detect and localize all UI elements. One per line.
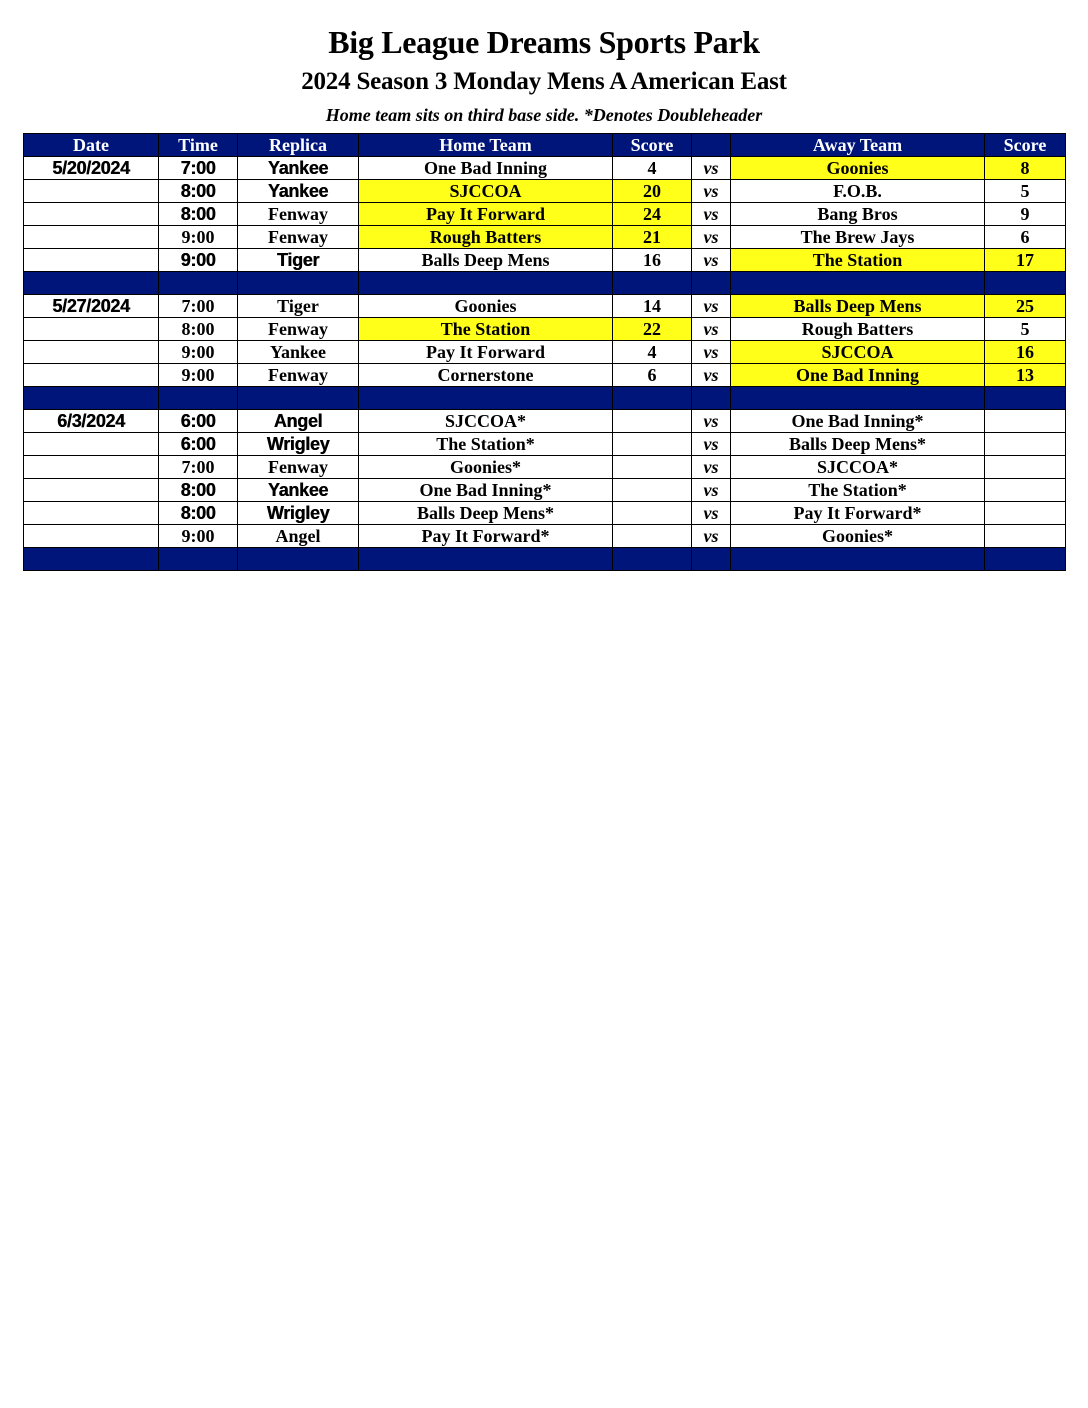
vs-cell: vs xyxy=(692,433,731,456)
home-team-cell: Rough Batters xyxy=(359,226,613,249)
away-score-cell: 13 xyxy=(985,364,1066,387)
vs-cell: vs xyxy=(692,502,731,525)
time-cell: 9:00 xyxy=(159,341,238,364)
table-row xyxy=(24,525,1066,548)
home-score-cell: 24 xyxy=(613,203,692,226)
time-cell: 9:00 xyxy=(159,249,238,272)
separator-cell xyxy=(238,548,359,571)
vs-cell: vs xyxy=(692,410,731,433)
replica-cell: Angel xyxy=(238,525,359,548)
replica-cell: Yankee xyxy=(238,341,359,364)
vs-cell: vs xyxy=(692,180,731,203)
separator-cell xyxy=(159,272,238,295)
away-score-cell xyxy=(985,433,1066,456)
date-cell xyxy=(24,433,159,456)
col-header-home-team: Home Team xyxy=(359,134,613,157)
replica-cell: Fenway xyxy=(238,364,359,387)
separator-cell xyxy=(985,548,1066,571)
away-score-cell xyxy=(985,502,1066,525)
away-score-cell: 6 xyxy=(985,226,1066,249)
replica-cell: Tiger xyxy=(238,295,359,318)
time-cell: 8:00 xyxy=(159,180,238,203)
time-cell: 6:00 xyxy=(159,410,238,433)
time-cell: 9:00 xyxy=(159,525,238,548)
replica-cell: Yankee xyxy=(238,180,359,203)
time-cell: 8:00 xyxy=(159,203,238,226)
away-score-cell xyxy=(985,456,1066,479)
separator-cell xyxy=(692,387,731,410)
away-team-cell: Pay It Forward* xyxy=(731,502,985,525)
date-cell xyxy=(24,180,159,203)
table-row xyxy=(24,226,1066,249)
vs-cell: vs xyxy=(692,203,731,226)
vs-cell: vs xyxy=(692,157,731,180)
schedule-body xyxy=(24,157,1066,571)
home-score-cell: 6 xyxy=(613,364,692,387)
table-row xyxy=(24,249,1066,272)
separator-cell xyxy=(731,548,985,571)
time-cell: 9:00 xyxy=(159,364,238,387)
away-team-cell: Rough Batters xyxy=(731,318,985,341)
date-cell xyxy=(24,341,159,364)
separator-cell xyxy=(24,387,159,410)
separator-cell xyxy=(613,548,692,571)
time-cell: 7:00 xyxy=(159,456,238,479)
home-team-cell: Goonies* xyxy=(359,456,613,479)
table-row xyxy=(24,410,1066,433)
home-team-cell: Pay It Forward xyxy=(359,341,613,364)
home-team-cell: One Bad Inning* xyxy=(359,479,613,502)
away-team-cell: F.O.B. xyxy=(731,180,985,203)
replica-cell: Wrigley xyxy=(238,433,359,456)
table-row xyxy=(24,318,1066,341)
home-score-cell: 14 xyxy=(613,295,692,318)
away-score-cell: 5 xyxy=(985,180,1066,203)
separator-cell xyxy=(985,387,1066,410)
page-title: Big League Dreams Sports Park xyxy=(328,24,760,60)
away-team-cell: Bang Bros xyxy=(731,203,985,226)
away-score-cell: 8 xyxy=(985,157,1066,180)
date-cell xyxy=(24,525,159,548)
replica-cell: Tiger xyxy=(238,249,359,272)
date-cell xyxy=(24,226,159,249)
table-row xyxy=(24,157,1066,180)
home-team-cell: SJCCOA* xyxy=(359,410,613,433)
home-team-cell: Pay It Forward xyxy=(359,203,613,226)
away-score-cell: 5 xyxy=(985,318,1066,341)
home-score-cell: 20 xyxy=(613,180,692,203)
table-row xyxy=(24,502,1066,525)
away-team-cell: The Brew Jays xyxy=(731,226,985,249)
page-subtitle: 2024 Season 3 Monday Mens A American East xyxy=(301,68,787,95)
away-team-cell: The Station* xyxy=(731,479,985,502)
col-header-away-team: Away Team xyxy=(731,134,985,157)
table-row xyxy=(24,203,1066,226)
date-cell: 5/20/2024 xyxy=(24,157,159,180)
separator-cell xyxy=(359,387,613,410)
home-team-cell: One Bad Inning xyxy=(359,157,613,180)
replica-cell: Yankee xyxy=(238,479,359,502)
date-cell xyxy=(24,318,159,341)
col-header-home-score: Score xyxy=(613,134,692,157)
date-cell xyxy=(24,364,159,387)
away-team-cell: One Bad Inning xyxy=(731,364,985,387)
home-team-cell: Cornerstone xyxy=(359,364,613,387)
away-score-cell xyxy=(985,410,1066,433)
home-team-cell: The Station* xyxy=(359,433,613,456)
date-cell xyxy=(24,203,159,226)
separator-cell xyxy=(24,272,159,295)
replica-cell: Yankee xyxy=(238,157,359,180)
away-team-cell: Balls Deep Mens* xyxy=(731,433,985,456)
home-team-cell: Balls Deep Mens* xyxy=(359,502,613,525)
away-team-cell: SJCCOA xyxy=(731,341,985,364)
separator-cell xyxy=(692,272,731,295)
vs-cell: vs xyxy=(692,318,731,341)
vs-cell: vs xyxy=(692,249,731,272)
away-team-cell: SJCCOA* xyxy=(731,456,985,479)
date-cell: 6/3/2024 xyxy=(24,410,159,433)
replica-cell: Wrigley xyxy=(238,502,359,525)
date-cell xyxy=(24,479,159,502)
home-score-cell: 16 xyxy=(613,249,692,272)
separator-cell xyxy=(159,548,238,571)
home-team-cell: Pay It Forward* xyxy=(359,525,613,548)
separator-row xyxy=(24,387,1066,410)
vs-cell: vs xyxy=(692,525,731,548)
separator-cell xyxy=(613,272,692,295)
date-cell xyxy=(24,249,159,272)
away-score-cell: 9 xyxy=(985,203,1066,226)
vs-cell: vs xyxy=(692,456,731,479)
home-team-cell: SJCCOA xyxy=(359,180,613,203)
time-cell: 6:00 xyxy=(159,433,238,456)
home-score-cell xyxy=(613,456,692,479)
separator-cell xyxy=(731,272,985,295)
separator-cell xyxy=(238,387,359,410)
time-cell: 9:00 xyxy=(159,226,238,249)
replica-cell: Angel xyxy=(238,410,359,433)
replica-cell: Fenway xyxy=(238,226,359,249)
table-row xyxy=(24,364,1066,387)
vs-cell: vs xyxy=(692,295,731,318)
home-score-cell: 4 xyxy=(613,341,692,364)
away-score-cell xyxy=(985,525,1066,548)
schedule-note: Home team sits on third base side. *Denotes Doubleheader xyxy=(325,105,763,125)
away-score-cell: 17 xyxy=(985,249,1066,272)
away-score-cell: 25 xyxy=(985,295,1066,318)
col-header-time: Time xyxy=(159,134,238,157)
col-header-replica: Replica xyxy=(238,134,359,157)
vs-cell: vs xyxy=(692,479,731,502)
home-score-cell: 22 xyxy=(613,318,692,341)
away-team-cell: Balls Deep Mens xyxy=(731,295,985,318)
time-cell: 7:00 xyxy=(159,295,238,318)
separator-cell xyxy=(24,548,159,571)
replica-cell: Fenway xyxy=(238,456,359,479)
away-team-cell: Goonies* xyxy=(731,525,985,548)
home-score-cell xyxy=(613,502,692,525)
vs-cell: vs xyxy=(692,226,731,249)
vs-cell: vs xyxy=(692,364,731,387)
col-header-away-score: Score xyxy=(985,134,1066,157)
home-team-cell: Balls Deep Mens xyxy=(359,249,613,272)
home-team-cell: The Station xyxy=(359,318,613,341)
table-row xyxy=(24,479,1066,502)
separator-cell xyxy=(159,387,238,410)
away-team-cell: Goonies xyxy=(731,157,985,180)
table-row xyxy=(24,180,1066,203)
separator-row xyxy=(24,548,1066,571)
home-team-cell: Goonies xyxy=(359,295,613,318)
separator-cell xyxy=(692,548,731,571)
date-cell xyxy=(24,502,159,525)
separator-row xyxy=(24,272,1066,295)
time-cell: 7:00 xyxy=(159,157,238,180)
table-row xyxy=(24,433,1066,456)
table-row xyxy=(24,295,1066,318)
vs-cell: vs xyxy=(692,341,731,364)
time-cell: 8:00 xyxy=(159,318,238,341)
separator-cell xyxy=(731,387,985,410)
table-row xyxy=(24,341,1066,364)
separator-cell xyxy=(359,548,613,571)
away-team-cell: The Station xyxy=(731,249,985,272)
away-score-cell xyxy=(985,479,1066,502)
col-header-date: Date xyxy=(24,134,159,157)
home-score-cell xyxy=(613,525,692,548)
home-score-cell xyxy=(613,479,692,502)
header-row xyxy=(24,134,1066,157)
separator-cell xyxy=(985,272,1066,295)
home-score-cell xyxy=(613,433,692,456)
date-cell xyxy=(24,456,159,479)
separator-cell xyxy=(359,272,613,295)
table-row xyxy=(24,456,1066,479)
separator-cell xyxy=(238,272,359,295)
replica-cell: Fenway xyxy=(238,318,359,341)
schedule-table xyxy=(23,133,1066,571)
date-cell: 5/27/2024 xyxy=(24,295,159,318)
col-header-vs xyxy=(692,134,731,157)
home-score-cell xyxy=(613,410,692,433)
time-cell: 8:00 xyxy=(159,479,238,502)
home-score-cell: 4 xyxy=(613,157,692,180)
time-cell: 8:00 xyxy=(159,502,238,525)
away-team-cell: One Bad Inning* xyxy=(731,410,985,433)
away-score-cell: 16 xyxy=(985,341,1066,364)
replica-cell: Fenway xyxy=(238,203,359,226)
separator-cell xyxy=(613,387,692,410)
home-score-cell: 21 xyxy=(613,226,692,249)
